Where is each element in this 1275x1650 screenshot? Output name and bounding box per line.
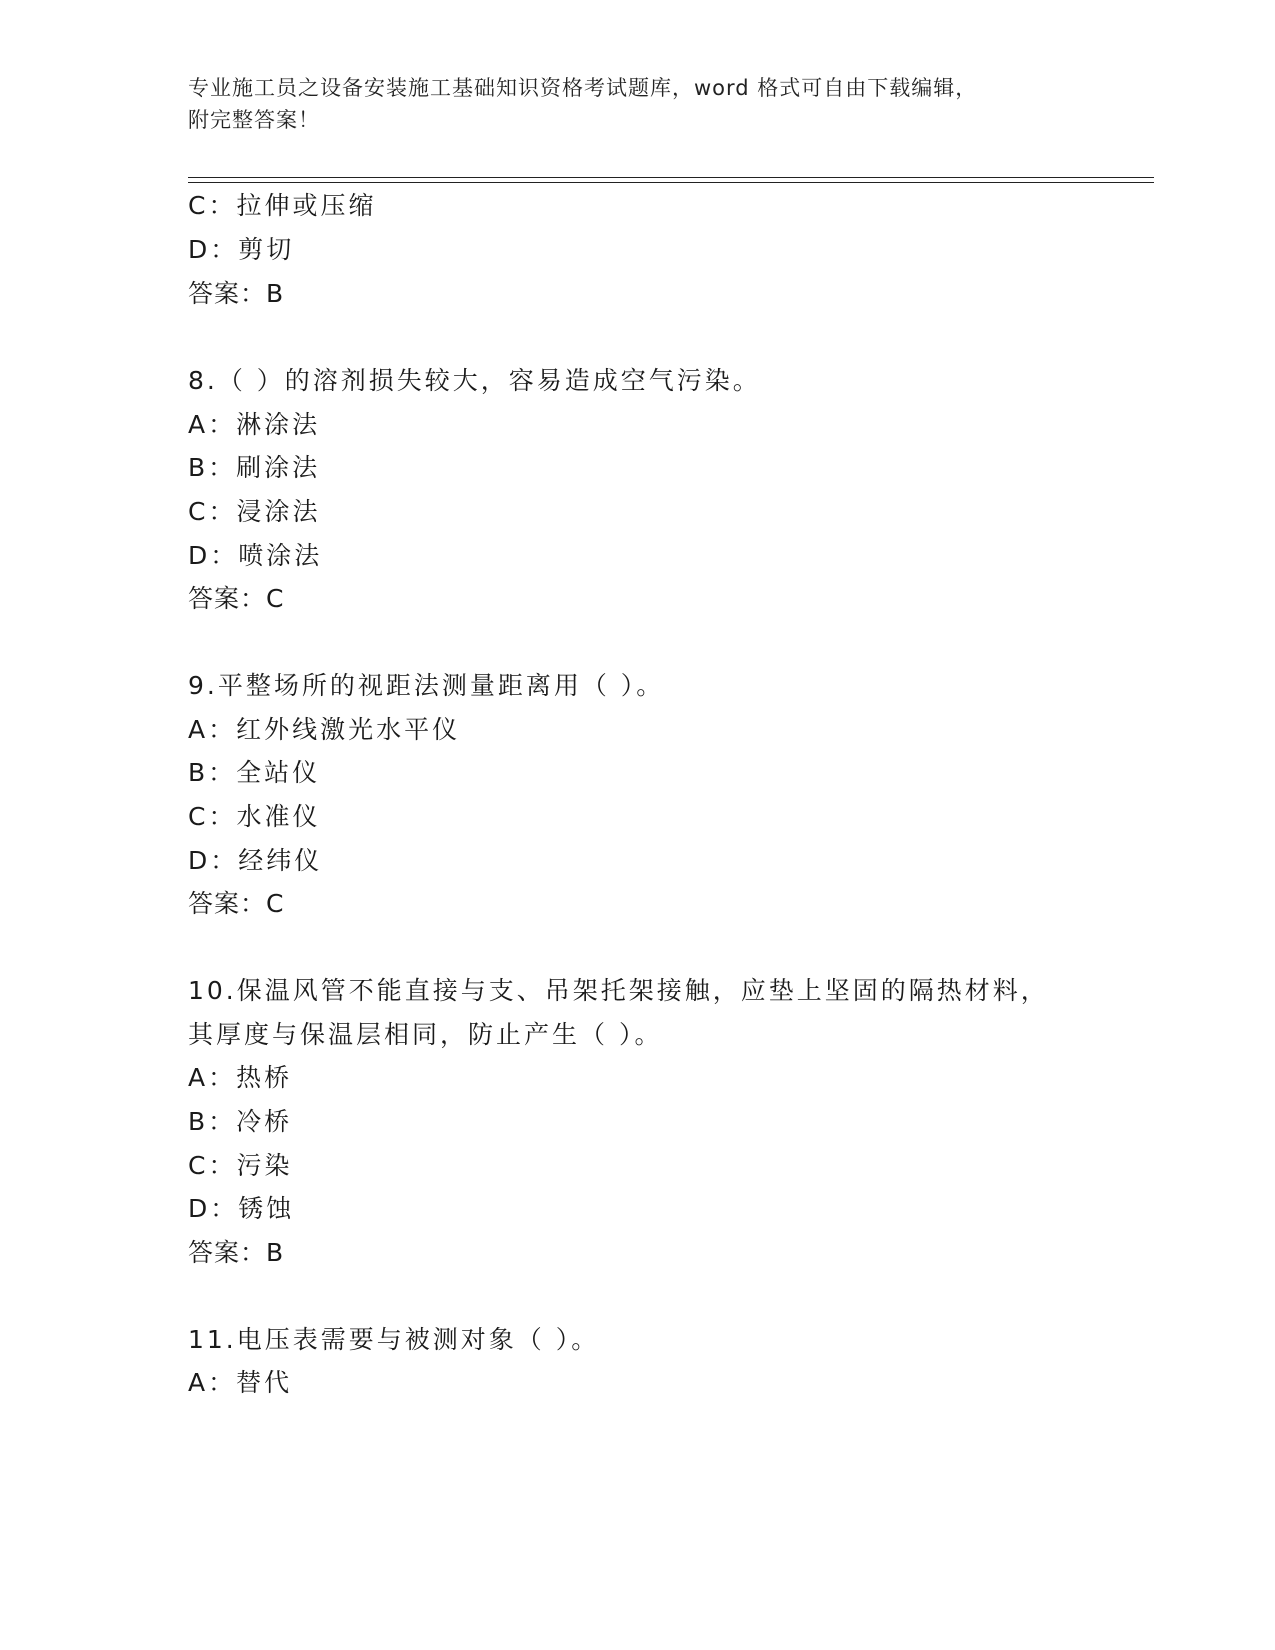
q9-option-c: C：水准仪 bbox=[188, 802, 321, 831]
q8-answer: 答案：C bbox=[188, 584, 285, 613]
q11-question: 11.电压表需要与被测对象（ ）。 bbox=[188, 1325, 600, 1354]
q10-answer: 答案：B bbox=[188, 1238, 285, 1267]
q10-option-b: B：冷桥 bbox=[188, 1107, 293, 1136]
q8-question: 8.（ ）的溶剂损失较大，容易造成空气污染。 bbox=[188, 366, 761, 395]
q9-option-b: B：全站仪 bbox=[188, 758, 321, 787]
q10-question-line-2: 其厚度与保温层相同，防止产生（ ）。 bbox=[188, 1020, 663, 1049]
q10-option-c: C：污染 bbox=[188, 1151, 293, 1180]
q7-answer: 答案：B bbox=[188, 279, 285, 308]
q8-option-a: A：淋涂法 bbox=[188, 410, 321, 439]
header-line-2: 附完整答案！ bbox=[188, 108, 320, 132]
q8-option-c: C：浸涂法 bbox=[188, 497, 321, 526]
header-line-1: 专业施工员之设备安装施工基础知识资格考试题库，word 格式可自由下载编辑， bbox=[188, 76, 978, 100]
q10-question-line-1: 10.保温风管不能直接与支、吊架托架接触，应垫上坚固的隔热材料， bbox=[188, 976, 1049, 1005]
q10-option-a: A：热桥 bbox=[188, 1063, 293, 1092]
q7-option-d: D：剪切 bbox=[188, 235, 295, 264]
header-divider-bottom bbox=[188, 182, 1154, 183]
q9-answer: 答案：C bbox=[188, 889, 285, 918]
q9-question: 9.平整场所的视距法测量距离用（ ）。 bbox=[188, 671, 665, 700]
q8-option-b: B：刷涂法 bbox=[188, 453, 321, 482]
q9-option-d: D：经纬仪 bbox=[188, 846, 323, 875]
q9-option-a: A：红外线激光水平仪 bbox=[188, 715, 461, 744]
header-divider-top bbox=[188, 177, 1154, 178]
q8-option-d: D：喷涂法 bbox=[188, 541, 323, 570]
q11-option-a: A：替代 bbox=[188, 1368, 293, 1397]
q7-option-c: C：拉伸或压缩 bbox=[188, 191, 377, 220]
q10-option-d: D：锈蚀 bbox=[188, 1194, 295, 1223]
document-header bbox=[188, 72, 1088, 136]
